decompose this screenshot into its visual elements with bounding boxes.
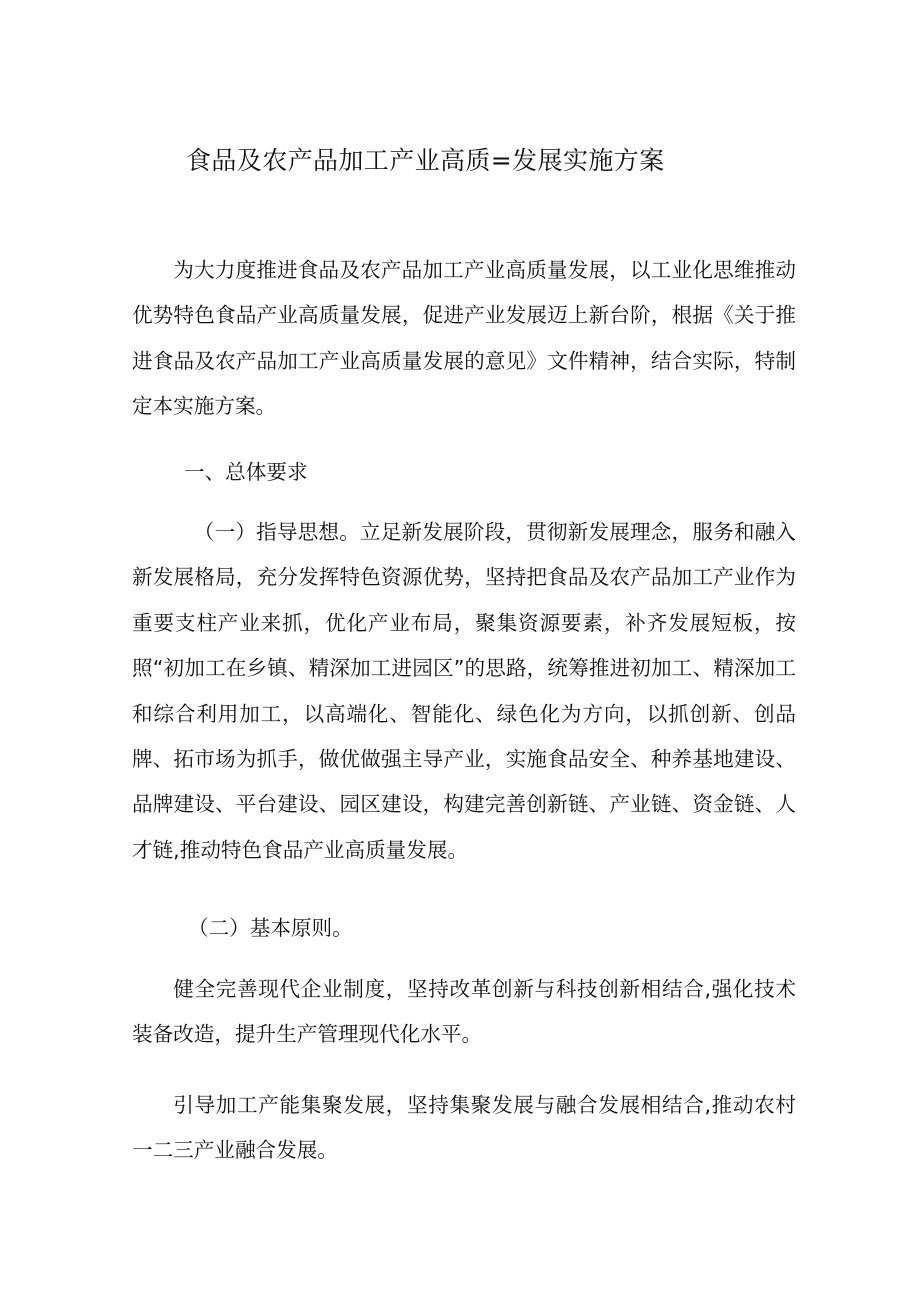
section-heading-basic-principles: （二）基本原则。 (188, 916, 353, 940)
guiding-thought-paragraph: （一）指导思想。立足新发展阶段，贯彻新发展理念，服务和融入新发展格局，充分发挥特色资源优势，坚持把食品及农产品加工产业作为重要支柱产业来抓，优化产业布局，聚集资源要素，补齐发展短板，按照“初加工在乡镇、精深加工进园区”的思路，统筹推进初加工、精深加工和综合利用加工，以高端化、智能化、绿色化为方向，以抓创新、创品牌、拓市场为抓手，做优做强主导产业，实施食品安全、种养基地建设、品牌建设、平台建设、园区建设，构建完善创新链、产业链、资金链、人才链,推动特色食品产业高质量发展。 (132, 520, 796, 862)
document-title: 食品及农产品加工产业高质=发展实施方案 (186, 146, 665, 175)
principle-paragraph-1: 健全完善现代企业制度，坚持改革创新与科技创新相结合,强化技术装备改造，提升生产管理现代化水平。 (132, 977, 796, 1047)
principle-paragraph-2: 引导加工产能集聚发展，坚持集聚发展与融合发展相结合,推动农村一二三产业融合发展。 (132, 1093, 796, 1163)
intro-paragraph: 为大力度推进食品及农产品加工产业高质量发展，以工业化思维推动优势特色食品产业高质量发展，促进产业发展迈上新台阶，根据《关于推进食品及农产品加工产业高质量发展的意见》文件精神，结合实际，特制定本实施方案。 (132, 258, 796, 419)
section-heading-general-requirements: 一、总体要求 (184, 460, 308, 484)
